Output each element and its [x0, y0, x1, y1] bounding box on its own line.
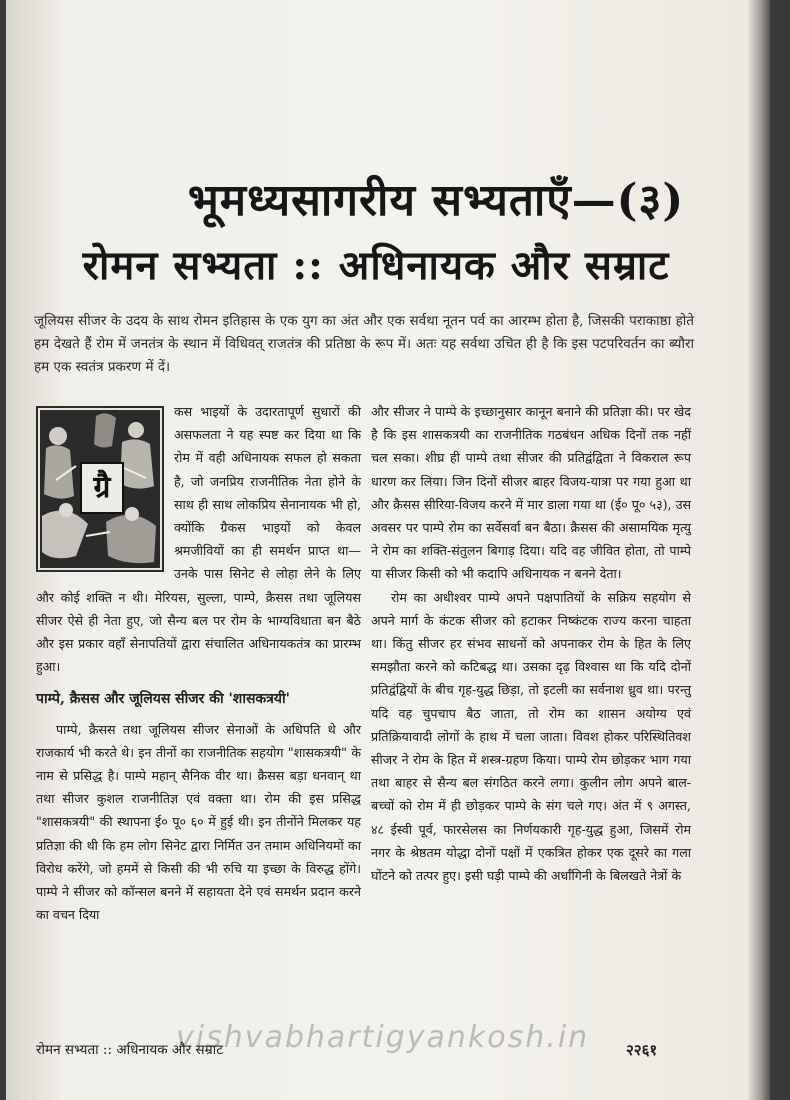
- book-page: [6, 0, 770, 1100]
- book-spine-shadow: [748, 0, 770, 1100]
- body-paragraph: रोम का अधीश्वर पाम्पे अपने पक्षपातियों के सक्रिय सहयोग से अपने मार्ग के कंटक सीजर को हटाकर निष्कंटक राज्य करना चाहता था। किंतु सीजर हर संभव साधनों को अपनाकर रोम के हित के लिए समझौता करने को कटिबद्ध था। उसका दृढ़ विश्वास था कि यदि दोनों प्रतिद्वंद्वियों के बीच गृह-युद्ध छिड़ा, तो इटली का सर्वनाश ध्रुव था। परन्तु यदि वह चुपचाप बैठ जाता, तो रोम का शासन अयोग्य एवं प्रतिक्रियावादी लोगों के हाथ में चला जाता। विवश होकर परिस्थितिवश सीजर ने रोम के हित में शस्त्र-ग्रहण किया। पाम्पे रोम छोड़कर भाग गया तथा बाहर से सैन्य बल संगठित करने लगा। कुलीन लोग अपने बाल-बच्चों को रोम में ही छोड़कर पाम्पे के संग चले गए। अंत में ९ अगस्त, ४८ ईस्वी पूर्व, फारसेलस का निर्णयकारी गृह-युद्ध हुआ, जिसमें रोम नगर के श्रेष्ठतम योद्धा दोनों पक्षों में एकत्रित होकर एक दूसरे का गला घोंटने को तत्पर हुए। इसी घड़ी पाम्पे की अर्धांगिनी के बिलखते नेत्रों के: [371, 589, 691, 884]
- section-heading: पाम्पे, क्रैसस और जूलियस सीजर की 'शासकत्रयी': [36, 691, 290, 708]
- body-paragraph: और सीजर ने पाम्पे के इच्छानुसार कानून बनाने की प्रतिज्ञा की। पर खेद है कि इस शासकत्रयी का राजनीतिक गठबंधन अधिक दिनों तक नहीं चल सका। शीघ्र ही पाम्पे तथा सीजर की प्रतिद्वंद्विता ने विकराल रूप धारण कर लिया। जिन दिनों सीजर बाहर विजय-यात्रा पर गया हुआ था और क्रैसस सीरिया-विजय करने में मार डाला गया था (ई० पू० ५३), उस अवसर पर पाम्पे रोम का सर्वेसर्वा बन बैठा। क्रैसस की असामयिक मृत्यु ने रोम का शक्ति-संतुलन बिगाड़ दिया। यदि वह जीवित होता, तो पाम्पे या सीजर किसी को भी कदापि अधिनायक न बनने देता।: [371, 404, 691, 582]
- running-footer-title: रोमन सभ्यता :: अधिनायक और सम्राट: [36, 1042, 224, 1058]
- page-number: २२६१: [626, 1041, 658, 1059]
- dropcap-illustration: [36, 406, 164, 572]
- watermark: vishvabhartigyankosh.in: [176, 1020, 590, 1055]
- intro-paragraph: जूलियस सीजर के उदय के साथ रोमन इतिहास के एक युग का अंत और एक सर्वथा नूतन पर्व का आरम्भ होता है, जिसकी पराकाष्ठा होते हम देखते हैं रोम में जनतंत्र के स्थान में विधिवत् राजतंत्र की प्रतिष्ठा के रूप में। अतः यह सर्वथा उचित ही है कि इस पटपरिवर्तन का ब्यौरा हम एक स्वतंत्र प्रकरण में दें।: [34, 313, 694, 375]
- dropcap-letter: ग्रै: [80, 462, 124, 514]
- right-column: [371, 400, 691, 887]
- left-column: [36, 400, 361, 926]
- chapter-subtitle: रोमन सभ्यता :: अधिनायक और सम्राट: [82, 242, 670, 289]
- chapter-title: भूमध्यसागरीय सभ्यताएँ—(३): [187, 175, 685, 226]
- body-paragraph: कस भाइयों के उदारतापूर्ण सुधारों की असफलता ने यह स्पष्ट कर दिया था कि रोम में वही अधिनायक सफल हो सकता है, जो जनप्रिय राजनीतिक नेता होने के साथ ही साथ लोकप्रिय सेनानायक भी हो, क्योंकि ग्रैकस भाइयों को केवल श्रमजीवियों का ही समर्थन प्राप्त था—उनके पास सिनेट से लोहा लेने के लिए और कोई शक्ति न थी। मेरियस, सुल्ला, पाम्पे, क्रैसस तथा जूलियस सीजर ऐसे ही नेता हुए, जो सैन्य बल पर रोम के भाग्यविधाता बन बैठे और इस प्रकार वहाँ सेनापतियों द्वारा संचालित अधिनायकतंत्र का प्रारम्भ हुआ।: [36, 404, 361, 675]
- body-paragraph: पाम्पे, क्रैसस तथा जूलियस सीजर सेनाओं के अधिपति थे और राजकार्य भी करते थे। इन तीनों का राजनीतिक सहयोग "शासकत्रयी" के नाम से प्रसिद्ध है। पाम्पे महान् सैनिक वीर था। क्रैसस बड़ा धनवान् था तथा सीजर कुशल राजनीतिज्ञ एवं वक्ता था। रोम की इस प्रसिद्ध "शासकत्रयी" की स्थापना ई० पू० ६० में हुई थी। इन तीनोंने मिलकर यह प्रतिज्ञा की थी कि हम लोग सिनेट द्वारा निर्मित उन तमाम अधिनियमों का विरोध करेंगे, जो हममें से किसी की भी रुचि या इच्छा के विरुद्ध होंगे। पाम्पे ने सीजर को कॉन्सल बनने में सहायता देने एवं समर्थन प्रदान करने का वचन दिया: [36, 721, 361, 923]
